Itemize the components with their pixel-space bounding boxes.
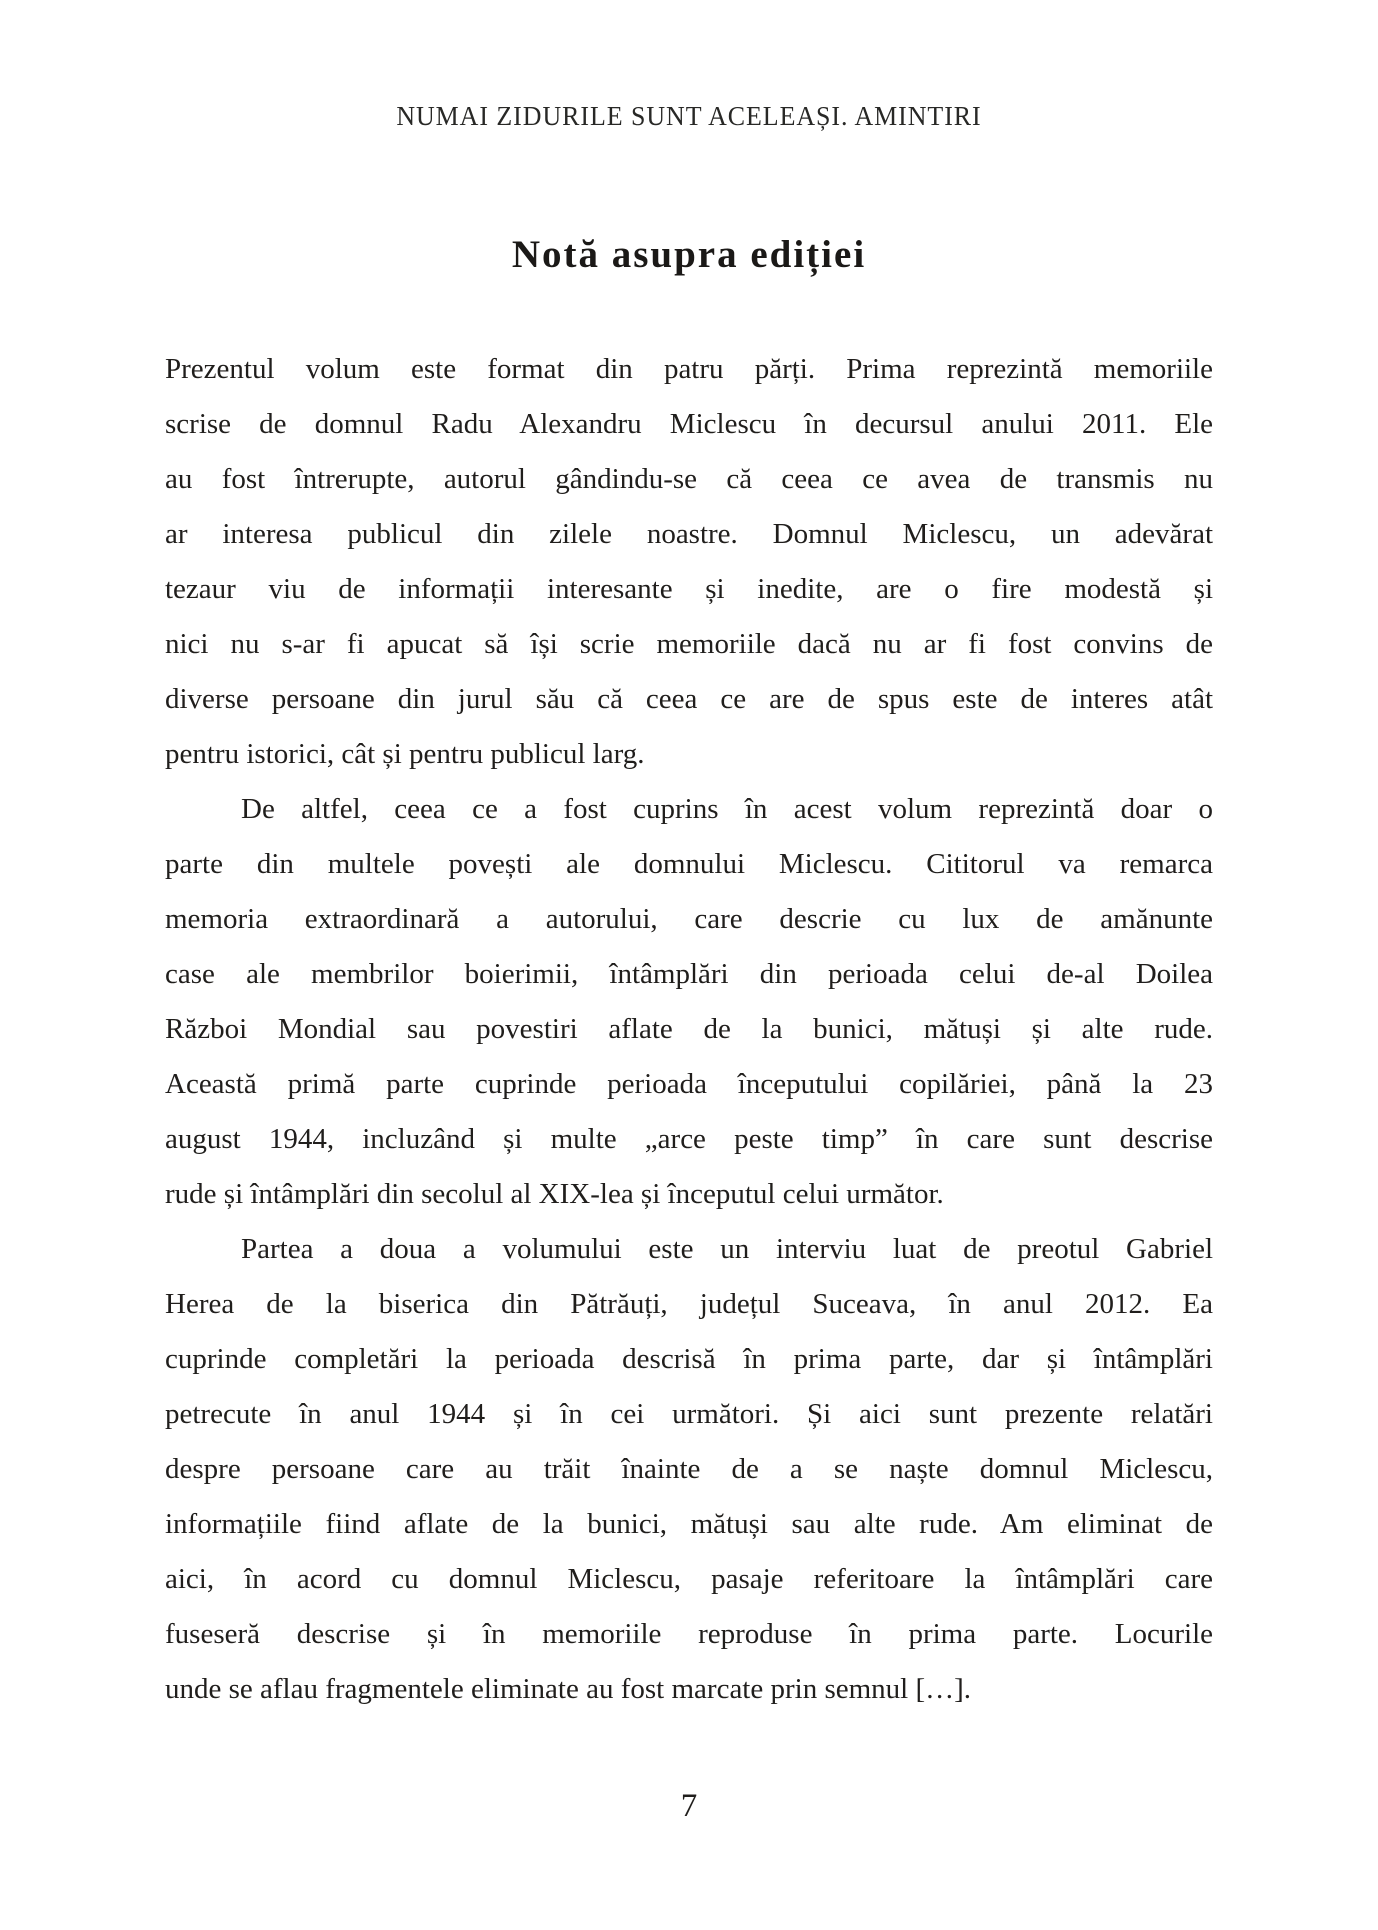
text-line: De altfel, ceea ce a fost cuprins în acest volum reprezintă doar o: [241, 793, 1213, 825]
running-header: NUMAI ZIDURILE SUNT ACELEAȘI. AMINTIRI: [396, 101, 982, 131]
text-line: pentru istorici, cât și pentru publicul larg.: [165, 738, 645, 770]
text-line: nici nu s-ar fi apucat să își scrie memoriile dacă nu ar fi fost convins de: [165, 628, 1213, 660]
text-line: Prezentul volum este format din patru părți. Prima reprezintă memoriile: [165, 353, 1213, 385]
text-line: memoria extraordinară a autorului, care descrie cu lux de amănunte: [165, 903, 1213, 935]
text-line: despre persoane care au trăit înainte de a se naște domnul Miclescu,: [165, 1453, 1213, 1485]
text-line: diverse persoane din jurul său că ceea ce are de spus este de interes atât: [165, 683, 1213, 715]
text-line: parte din multele povești ale domnului Miclescu. Cititorul va remarca: [165, 848, 1213, 880]
text-line: au fost întrerupte, autorul gândindu-se că ceea ce avea de transmis nu: [165, 463, 1213, 495]
body-text: [165, 342, 1213, 1717]
text-line: august 1944, incluzând și multe „arce peste timp” în care sunt descrise: [165, 1123, 1213, 1155]
text-line: ar interesa publicul din zilele noastre. Domnul Miclescu, un adevărat: [165, 518, 1213, 550]
text-line: unde se aflau fragmentele eliminate au fost marcate prin semnul […].: [165, 1673, 972, 1705]
text-line: cuprinde completări la perioada descrisă în prima parte, dar și întâmplări: [165, 1343, 1213, 1375]
text-line: Această primă parte cuprinde perioada începutului copilăriei, până la 23: [165, 1068, 1213, 1100]
text-line: informațiile fiind aflate de la bunici, mătuși sau alte rude. Am eliminat de: [165, 1508, 1213, 1540]
text-line: case ale membrilor boierimii, întâmplări din perioada celui de-al Doilea: [165, 958, 1213, 990]
text-line: scrise de domnul Radu Alexandru Miclescu în decursul anului 2011. Ele: [165, 408, 1213, 440]
text-line: aici, în acord cu domnul Miclescu, pasaje referitoare la întâmplări care: [165, 1563, 1213, 1595]
page-title: Notă asupra ediției: [511, 233, 867, 276]
text-line: Partea a doua a volumului este un interviu luat de preotul Gabriel: [241, 1233, 1213, 1265]
text-line: Herea de la biserica din Pătrăuți, județul Suceava, în anul 2012. Ea: [165, 1288, 1213, 1320]
page-number: 7: [680, 1788, 698, 1824]
text-line: rude și întâmplări din secolul al XIX-lea și începutul celui următor.: [165, 1178, 944, 1210]
text-line: fuseseră descrise și în memoriile reproduse în prima parte. Locurile: [165, 1618, 1213, 1650]
text-line: tezaur viu de informații interesante și inedite, are o fire modestă și: [165, 573, 1213, 605]
text-line: petrecute în anul 1944 și în cei următori. Și aici sunt prezente relatări: [165, 1398, 1213, 1430]
text-line: Război Mondial sau povestiri aflate de la bunici, mătuși și alte rude.: [165, 1013, 1213, 1045]
